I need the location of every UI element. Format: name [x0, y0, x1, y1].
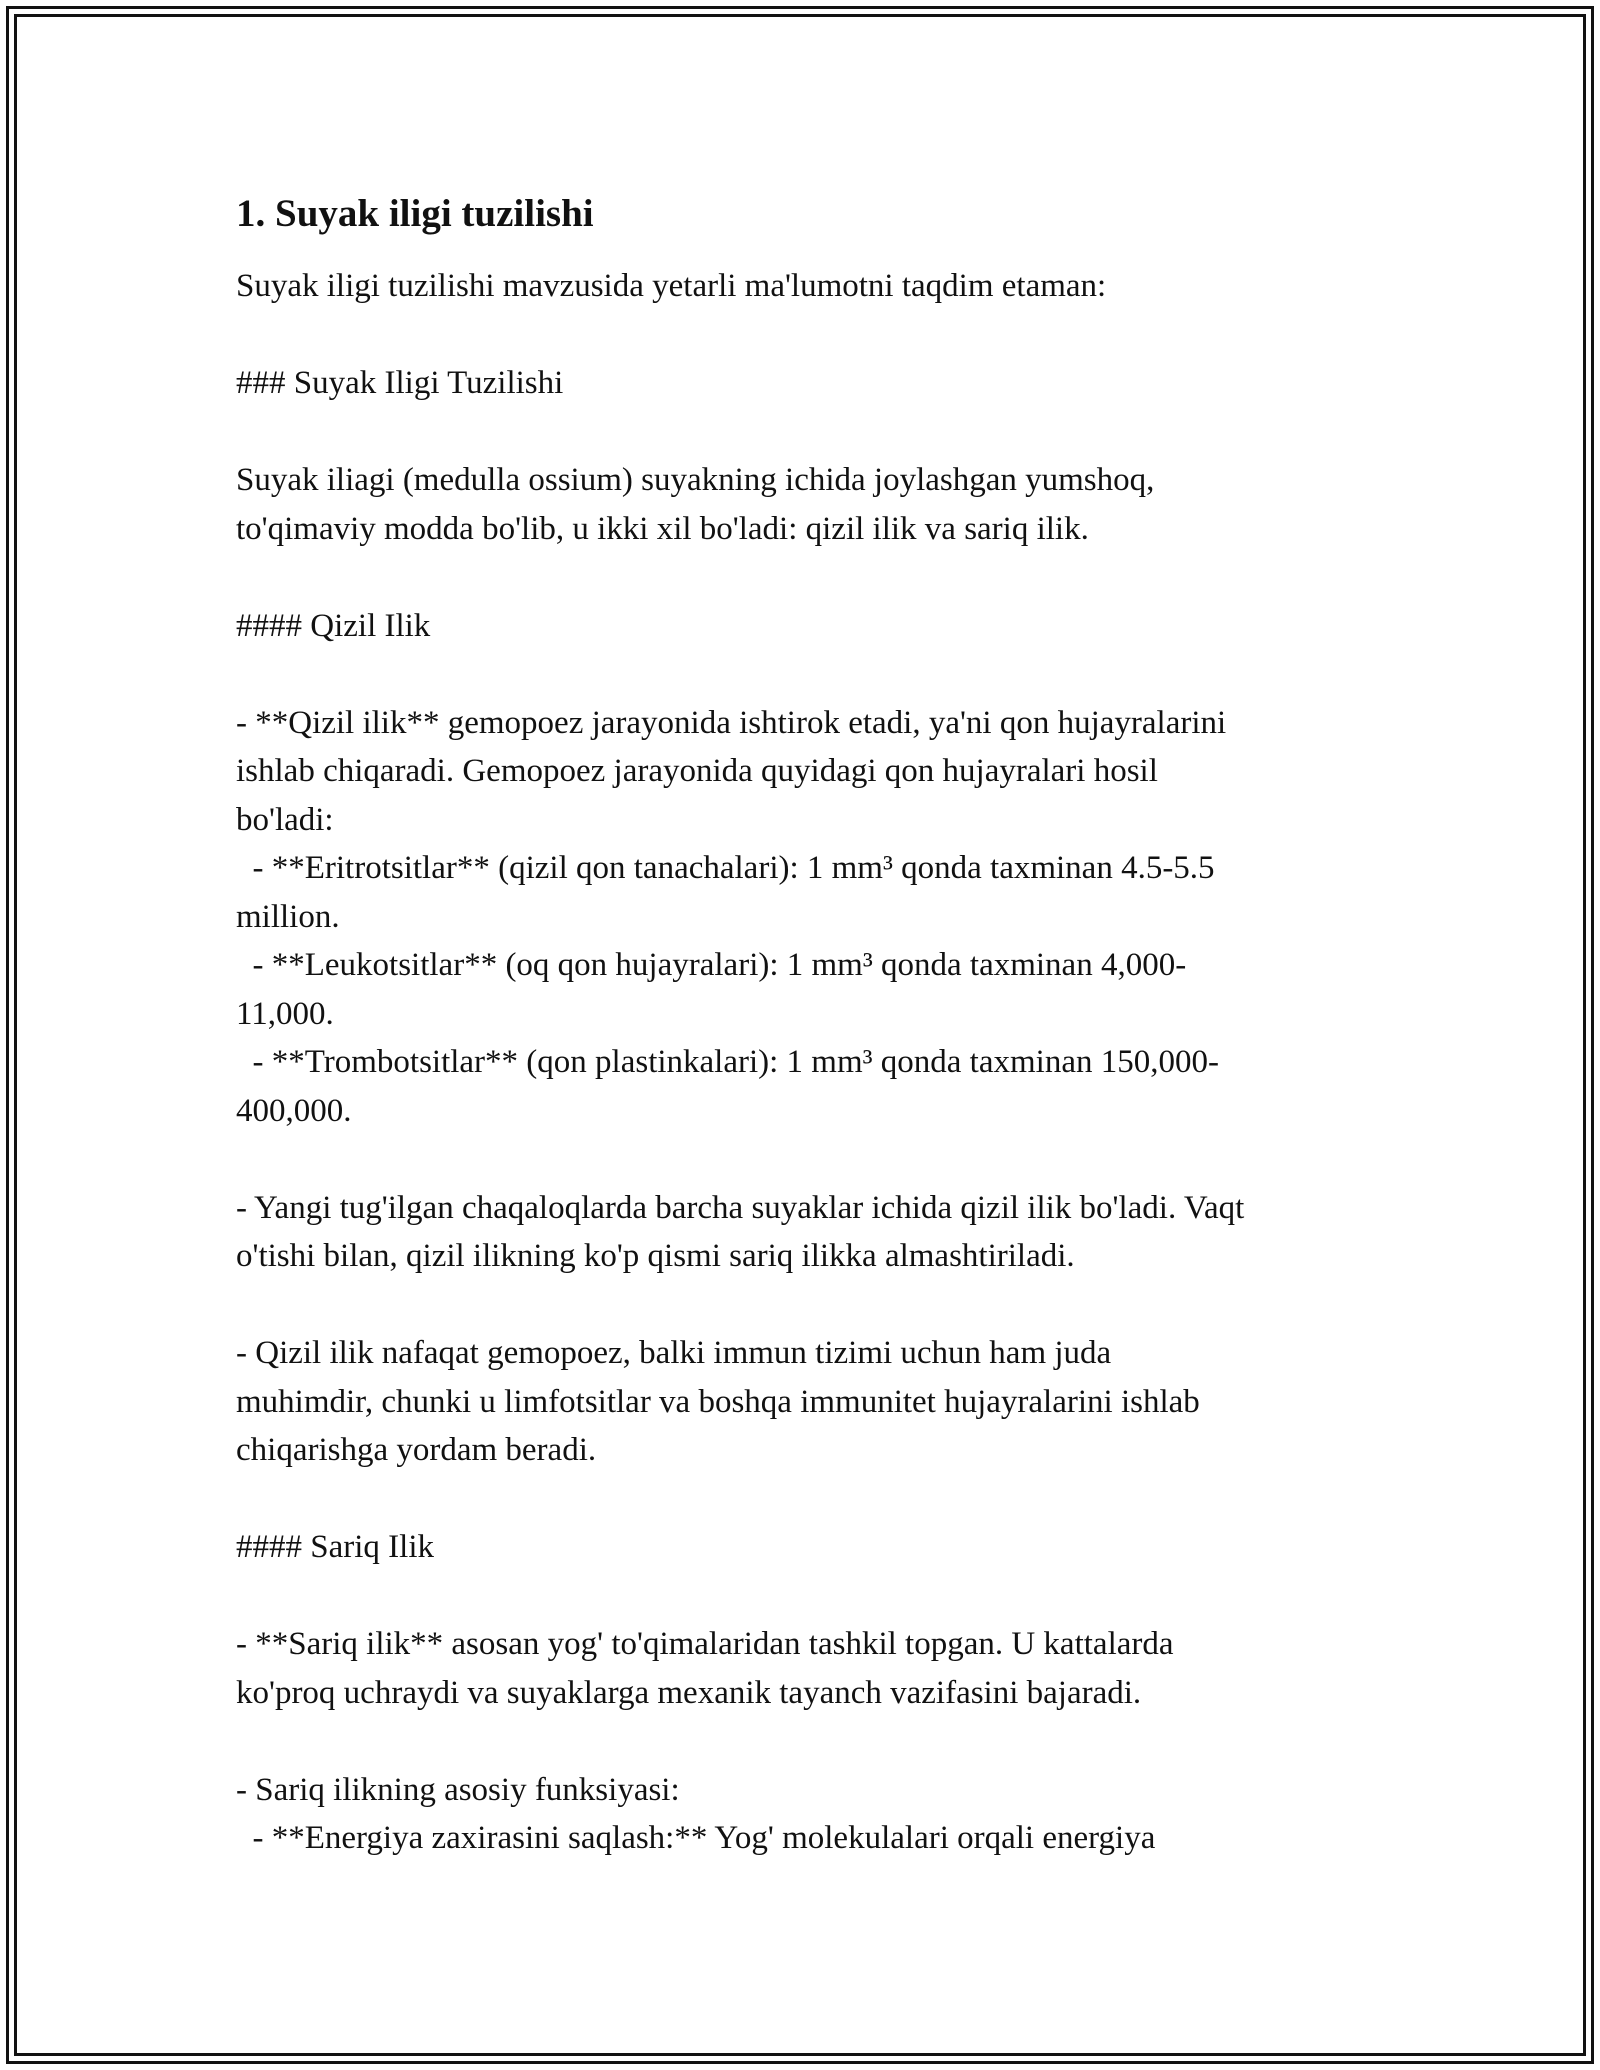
section-heading-main: ### Suyak Iligi Tuzilishi — [236, 365, 564, 401]
spacer — [236, 1717, 1386, 1766]
red-marrow-subitem-leukocytes: - **Leukotsitlar** (oq qon hujayralari): 1 mm³ qonda taxminan 4,000- 11,000. — [236, 947, 1187, 1032]
document-body — [236, 188, 1386, 1863]
red-marrow-subitem-erythrocytes: - **Eritrotsitlar** (qizil qon tanachalari): 1 mm³ qonda taxminan 4.5-5.5 million. — [236, 850, 1215, 935]
intro-paragraph: Suyak iligi tuzilishi mavzusida yetarli ma'lumotni taqdim etaman: — [236, 268, 1107, 304]
document-title: 1. Suyak iligi tuzilishi — [236, 192, 594, 235]
spacer — [236, 408, 1386, 457]
spacer — [236, 1475, 1386, 1524]
section-heading-red-marrow: #### Qizil Ilik — [236, 607, 431, 644]
red-marrow-item-hematopoiesis: - **Qizil ilik** gemopoez jarayonida ishtirok etadi, ya'ni qon hujayralarini ishlab chiqaradi. Gemopoez jarayonida quyidagi qon hujayralari hosil bo'ladi: — [236, 704, 1227, 838]
spacer — [236, 311, 1386, 360]
spacer — [236, 553, 1386, 602]
spacer — [236, 650, 1386, 699]
red-marrow-item-newborns: - Yangi tug'ilgan chaqaloqlarda barcha suyaklar ichida qizil ilik bo'ladi. Vaqt o'tishi bilan, qizil ilikning ko'p qismi sariq ilikka almashtiriladi. — [236, 1189, 1245, 1274]
spacer — [236, 1135, 1386, 1184]
red-marrow-subitem-thrombocytes: - **Trombotsitlar** (qon plastinkalari): 1 mm³ qonda taxminan 150,000- 400,000. — [236, 1044, 1219, 1129]
red-marrow-item-immune: - Qizil ilik nafaqat gemopoez, balki immun tizimi uchun ham juda muhimdir, chunki u limfotsitlar va boshqa immunitet hujayralarini ishlab chiqarishga yordam beradi. — [236, 1335, 1200, 1468]
spacer — [236, 1572, 1386, 1621]
yellow-marrow-subitem-energy: - **Energiya zaxirasini saqlash:** Yog' molekulalari orqali energiya — [236, 1820, 1156, 1856]
definition-paragraph: Suyak iliagi (medulla ossium) suyakning ichida joylashgan yumshoq, to'qimaviy modda bo'lib, u ikki xil bo'ladi: qizil ilik va sariq ilik. — [236, 462, 1155, 547]
section-heading-yellow-marrow: #### Sariq Ilik — [236, 1529, 434, 1565]
yellow-marrow-item-composition: - **Sariq ilik** asosan yog' to'qimalaridan tashkil topgan. U kattalarda ko'proq uchraydi va suyaklarga mexanik tayanch vazifasini bajaradi. — [236, 1626, 1174, 1711]
spacer — [236, 1281, 1386, 1330]
yellow-marrow-item-functions: - Sariq ilikning asosiy funksiyasi: — [236, 1771, 680, 1808]
